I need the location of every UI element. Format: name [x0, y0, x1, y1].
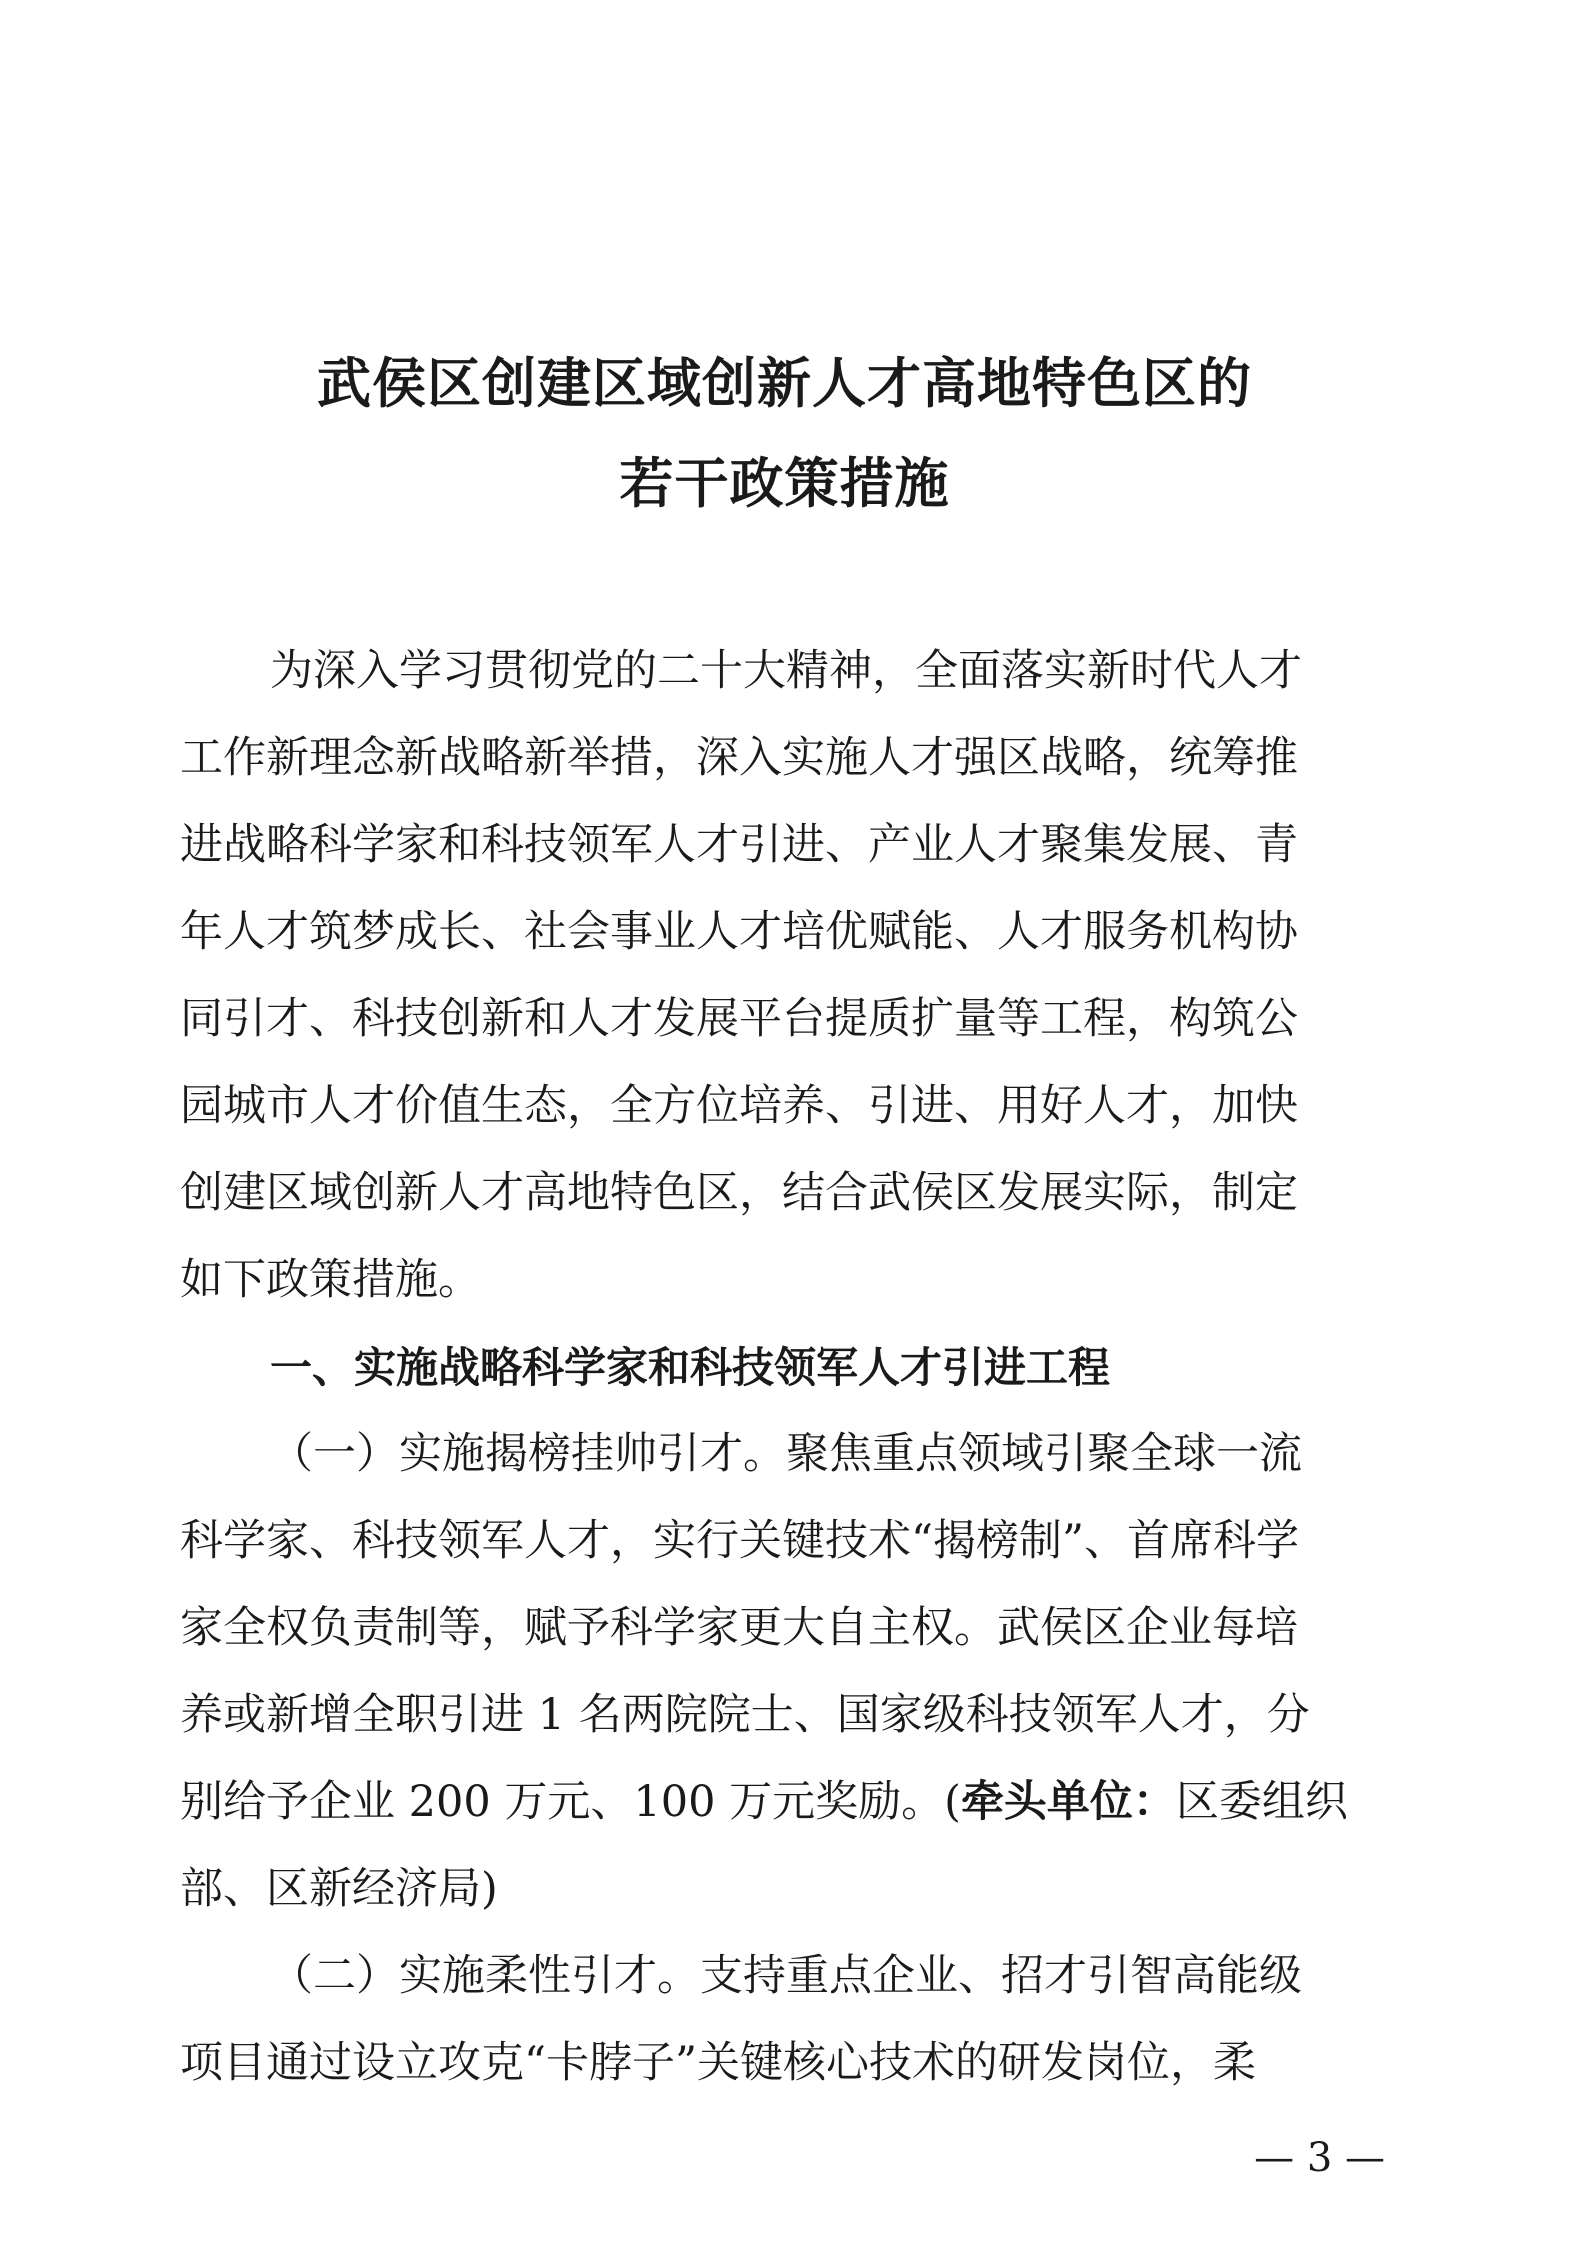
item-line-with-lead-unit [180, 1759, 1405, 1846]
document-title [0, 334, 1569, 534]
item-line: （二）实施柔性引才。支持重点企业、招才引智高能级 [270, 1951, 1302, 2001]
paragraph-line: 年人才筑梦成长、社会事业人才培优赋能、人才服务机构协 [180, 907, 1298, 957]
paragraph-line: 创建区域创新人才高地特色区，结合武侯区发展实际，制定 [180, 1168, 1298, 1218]
item-line: （一）实施揭榜挂帅引才。聚焦重点领域引聚全球一流 [270, 1429, 1302, 1479]
document-body [180, 628, 1405, 2107]
paragraph-line: 如下政策措施。 [180, 1255, 481, 1305]
section-heading: 一、实施战略科学家和科技领军人才引进工程 [270, 1343, 1111, 1392]
lead-unit-label: 牵头单位： [960, 1777, 1176, 1827]
item-line: 项目通过设立攻克“卡脖子”关键核心技术的研发岗位，柔 [180, 2038, 1256, 2088]
page-number: — 3 — [1254, 2135, 1385, 2181]
paragraph-line: 工作新理念新战略新举措，深入实施人才强区战略，统筹推 [180, 733, 1298, 783]
paragraph-line: 为深入学习贯彻党的二十大精神，全面落实新时代人才 [270, 646, 1302, 696]
title-line-2: 若干政策措施 [619, 452, 950, 515]
title-line-1: 武侯区创建区域创新人才高地特色区的 [317, 352, 1252, 415]
item-line-text: 区委组织 [1175, 1777, 1348, 1827]
item-line: 家全权负责制等，赋予科学家更大自主权。武侯区企业每培 [180, 1603, 1298, 1653]
item-line-text: 别给予企业 200 万元、100 万元奖励。( [180, 1777, 961, 1827]
item-line: 部、区新经济局) [180, 1864, 498, 1914]
item-line: 养或新增全职引进 1 名两院院士、国家级科技领军人才，分 [180, 1690, 1310, 1740]
paragraph-line: 园城市人才价值生态，全方位培养、引进、用好人才，加快 [180, 1081, 1298, 1131]
paragraph-line: 进战略科学家和科技领军人才引进、产业人才聚集发展、青 [180, 820, 1298, 870]
paragraph-line: 同引才、科技创新和人才发展平台提质扩量等工程，构筑公 [180, 994, 1298, 1044]
item-line: 科学家、科技领军人才，实行关键技术“揭榜制”、首席科学 [180, 1516, 1299, 1566]
